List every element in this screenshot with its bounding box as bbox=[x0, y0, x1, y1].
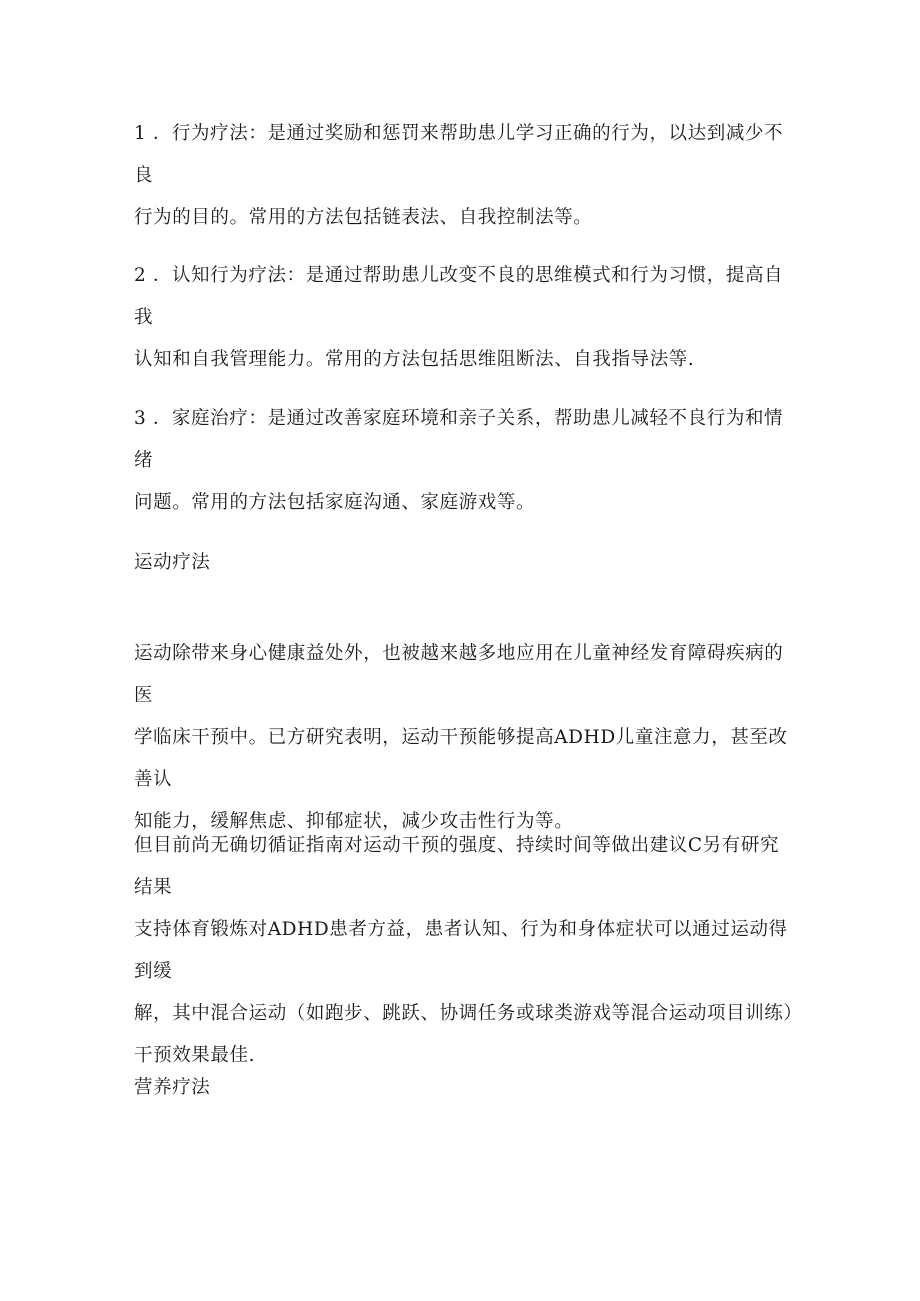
text-line: 问题。常用的方法包括家庭沟通、家庭游戏等。 bbox=[134, 492, 536, 513]
section-heading-nutrition: 营养疗法 bbox=[134, 1077, 211, 1098]
section-heading-exercise: 运动疗法 bbox=[134, 552, 211, 573]
text-line: 2 ．认知行为疗法：是通过帮助患儿改变不良的思维模式和行为习惯，提高自我 bbox=[134, 265, 784, 328]
text-line: 认知和自我管理能力。常用的方法包括思维阻断法、自我指导法等. bbox=[134, 349, 695, 370]
therapy-item-behavioral bbox=[134, 113, 794, 239]
therapy-item-family bbox=[134, 398, 794, 524]
text-line: 运动除带来身心健康益处外，也被越来越多地应用在儿童神经发育障碍疾病的医 bbox=[134, 643, 784, 706]
exercise-paragraph-2 bbox=[134, 825, 803, 1077]
text-line: 知能力，缓解焦虑、抑郁症状，减少攻击性行为等。 bbox=[134, 811, 574, 832]
text-line: 1 ．行为疗法：是通过奖励和惩罚来帮助患儿学习正确的行为，以达到减少不良 bbox=[134, 123, 784, 186]
text-line: 但目前尚无确切循证指南对运动干预的强度、持续时间等做出建议C另有研究结果 bbox=[134, 835, 780, 898]
text-line: 行为的目的。常用的方法包括链表法、自我控制法等。 bbox=[134, 207, 593, 228]
text-line: 干预效果最佳. bbox=[134, 1045, 256, 1066]
exercise-paragraph-1 bbox=[134, 633, 794, 843]
text-line: 解，其中混合运动（如跑步、跳跃、协调任务或球类游戏等混合运动项目训练） bbox=[134, 1003, 803, 1024]
text-line: 3 ．家庭治疗：是通过改善家庭环境和亲子关系，帮助患儿减轻不良行为和情绪 bbox=[134, 408, 784, 471]
therapy-item-cognitive-behavioral bbox=[134, 255, 794, 381]
text-line: 学临床干预中。已方研究表明，运动干预能够提高ADHD儿童注意力，甚至改善认 bbox=[134, 727, 788, 790]
text-line: 支持体育锻炼对ADHD患者方益，患者认知、行为和身体症状可以通过运动得到缓 bbox=[134, 919, 788, 982]
